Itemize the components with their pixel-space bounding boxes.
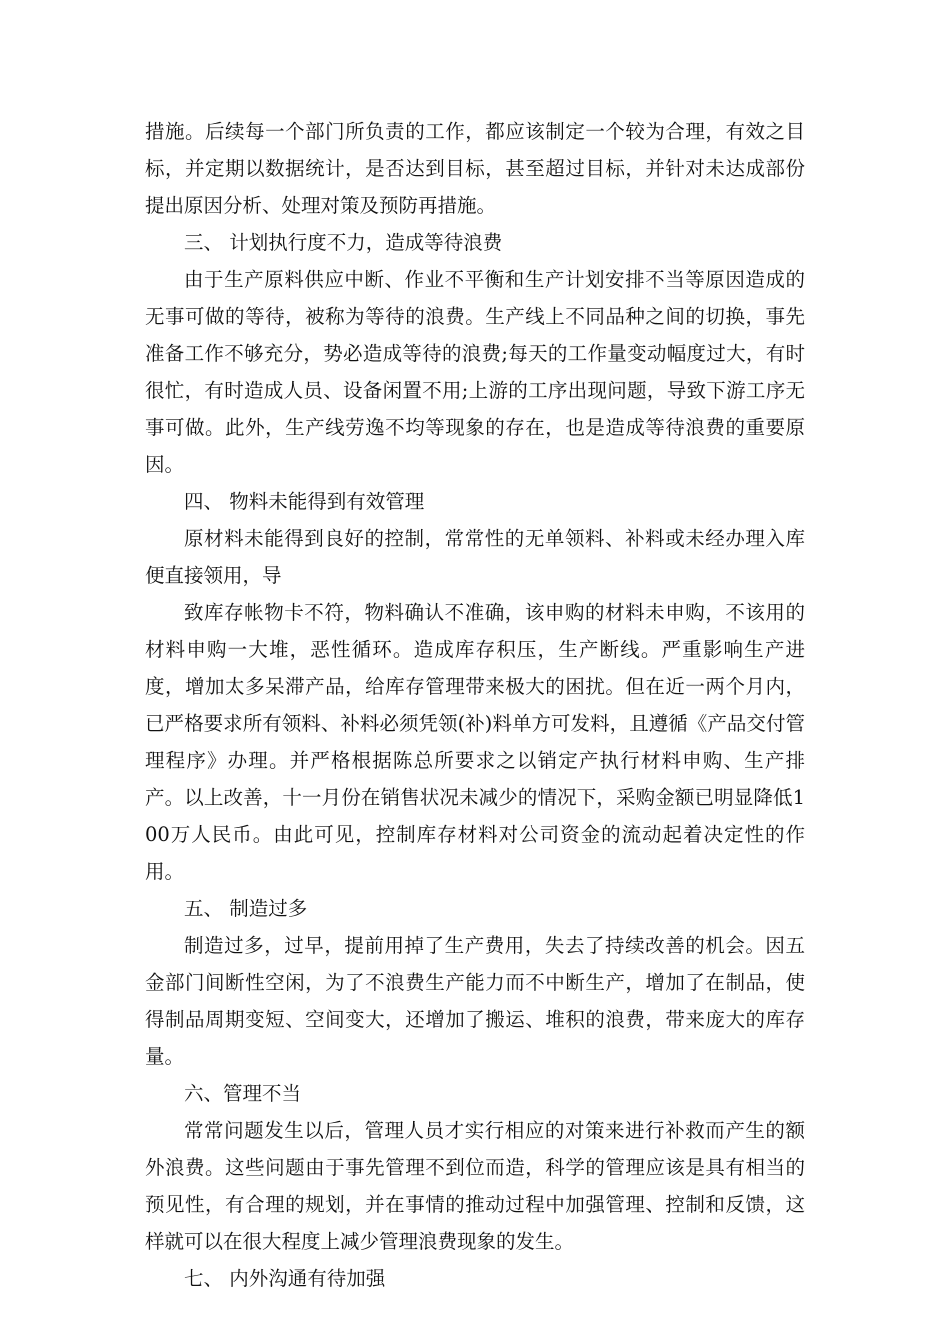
section-heading-4: 四、 物料未能得到有效管理 — [184, 490, 425, 513]
paragraph-mismanagement: 常常问题发生以后，管理人员才实行相应的对策来进行补救而产生的额外浪费。这些问题由于事先管理不到位而造，科学的管理应该是具有相当的预见性，有合理的规划，并在事情的推动过程中加强管理、控制和反馈，这样就可以在很大程度上减少管理浪费现象的发生。 — [145, 1119, 805, 1253]
paragraph-inventory-mismatch: 致库存帐物卡不符，物料确认不准确，该申购的材料未申购，不该用的材料申购一大堆，恶性循环。造成库存积压，生产断线。严重影响生产进度，增加太多呆滞产品，给库存管理带来极大的困扰。但在近一两个月内，已严格要求所有领料、补料必须凭领(补)料单方可发料，且遵循《产品交付管理程序》办理。并严格根据陈总所要求之以销定产执行材料申购、生产排产。以上改善，十一月份在销售状况未减少的情况下，采购金额已明显降低100万人民币。由此可见，控制库存材料对公司资金的流动起着决定性的作用。 — [145, 601, 805, 883]
section-heading-6: 六、管理不当 — [184, 1082, 302, 1105]
paragraph-material-control: 原材料未能得到良好的控制，常常性的无单领料、补料或未经办理入库便直接领用，导 — [145, 527, 805, 587]
paragraph-measures-continued: 措施。后续每一个部门所负责的工作，都应该制定一个较为合理，有效之目标，并定期以数据统计，是否达到目标，甚至超过目标，并针对未达成部份提出原因分析、处理对策及预防再措施。 — [145, 120, 805, 217]
section-heading-5: 五、 制造过多 — [184, 897, 308, 920]
document-body — [145, 113, 805, 1297]
section-heading-3: 三、 计划执行度不力，造成等待浪费 — [184, 231, 503, 254]
section-heading-7: 七、 内外沟通有待加强 — [184, 1267, 386, 1290]
paragraph-waiting-waste: 由于生产原料供应中断、作业不平衡和生产计划安排不当等原因造成的无事可做的等待，被称为等待的浪费。生产线上不同品种之间的切换，事先准备工作不够充分，势必造成等待的浪费;每天的工作量变动幅度过大，有时很忙，有时造成人员、设备闲置不用;上游的工序出现问题，导致下游工序无事可做。此外，生产线劳逸不均等现象的存在，也是造成等待浪费的重要原因。 — [145, 268, 805, 476]
paragraph-overproduction: 制造过多，过早，提前用掉了生产费用，失去了持续改善的机会。因五金部门间断性空闲，为了不浪费生产能力而不中断生产，增加了在制品，使得制品周期变短、空间变大，还增加了搬运、堆积的浪费，带来庞大的库存量。 — [145, 934, 805, 1068]
